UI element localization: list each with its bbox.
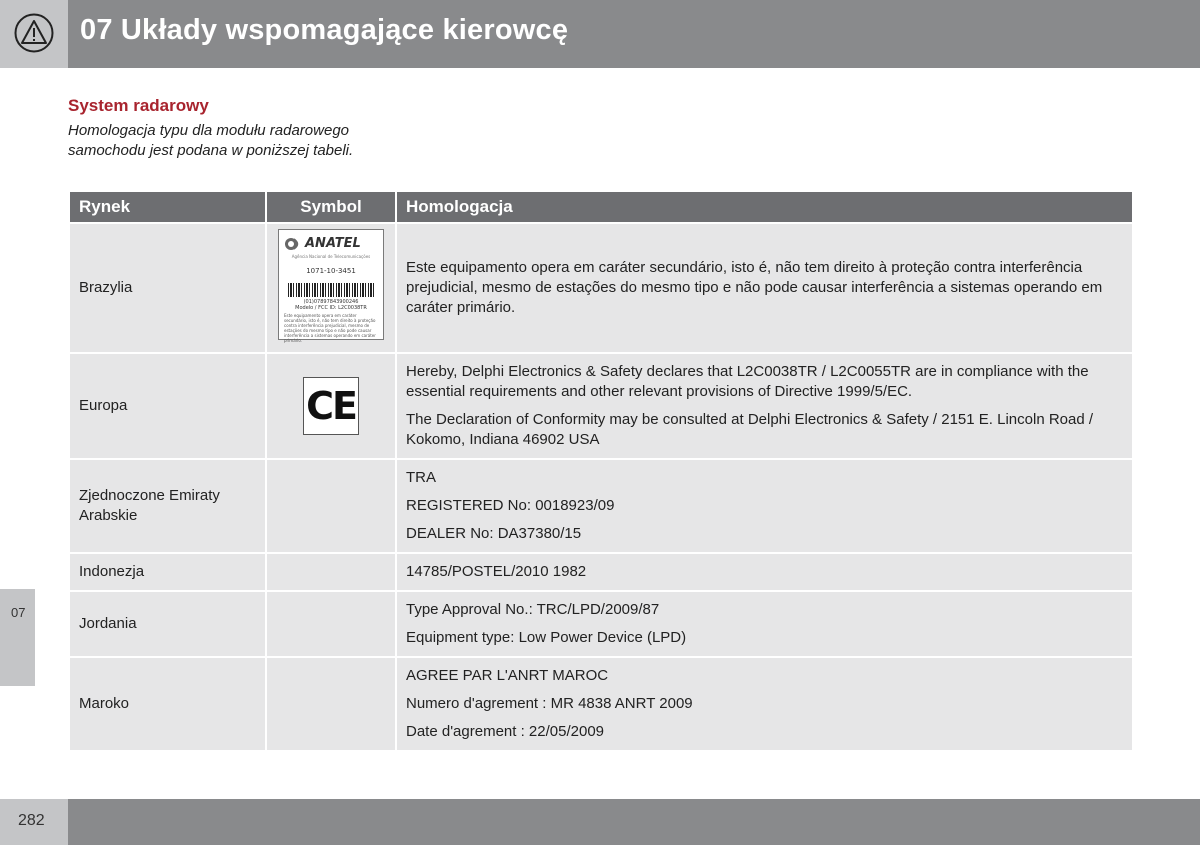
- column-header-symbol: Symbol: [266, 191, 396, 223]
- approval-cell: [396, 553, 1133, 591]
- approval-cell: [396, 223, 1133, 353]
- page-number: 282: [18, 812, 45, 829]
- approval-text: 14785/POSTEL/2010 1982: [406, 563, 587, 580]
- approval-text: Numero d'agrement : MR 4838 ANRT 2009: [406, 695, 693, 712]
- anatel-fine-print: Este equipamento opera em caráter secundário, isto é, não tem direito à proteção contra interferência prejudicial, mesmo de estações do mesmo tipo e não pode causar interferência a sistemas operando em caráter primário.: [284, 312, 376, 343]
- approval-text: TRA: [406, 469, 436, 486]
- anatel-model: Modelo / FCC ID: L2C0038TR: [295, 304, 367, 311]
- anatel-code: 1071-10-3451: [306, 266, 356, 275]
- anatel-label-image: [278, 229, 384, 343]
- table-row: [69, 553, 1133, 591]
- approval-cell: [396, 353, 1133, 459]
- approval-cell: [396, 657, 1133, 751]
- approval-text: Este equipamento opera em caráter secundário, isto é, não tem direito à proteção contra interferência prejudicial, mesmo de estações do mesmo tipo e não pode causar interferência a sistemas operando em caráter primário.: [406, 259, 1103, 316]
- ce-mark-icon: CE: [303, 377, 359, 435]
- column-header-approval: Homologacja: [396, 191, 1133, 223]
- anatel-logo-icon: [284, 237, 302, 251]
- market-cell: Zjednoczone Emiraty Arabskie: [69, 459, 266, 553]
- approval-text: Equipment type: Low Power Device (LPD): [406, 629, 687, 646]
- market-cell: Brazylia: [69, 223, 266, 353]
- table-header-row: [69, 191, 1133, 223]
- anatel-agency: Agência Nacional de Telecomunicações: [291, 253, 371, 259]
- approval-text: REGISTERED No: 0018923/09: [406, 497, 615, 514]
- table-row: [69, 223, 1133, 353]
- market-cell: Europa: [69, 353, 266, 459]
- table-row: [69, 459, 1133, 553]
- market-cell: Jordania: [69, 591, 266, 657]
- homologation-table: [68, 190, 1134, 752]
- approval-text: Hereby, Delphi Electronics & Safety declares that L2C0038TR / L2C0055TR are in compliance with the essential requirements and other relevant provisions of Directive 1999/5/EC.: [406, 363, 1089, 400]
- symbol-cell: [266, 657, 396, 751]
- approval-text: The Declaration of Conformity may be consulted at Delphi Electronics & Safety / 2151 E. Lincoln Road / Kokomo, Indiana 46902 USA: [406, 411, 1094, 448]
- chapter-side-tab-label: 07: [11, 605, 26, 620]
- footer-bar: [68, 799, 1200, 845]
- symbol-cell: [266, 353, 396, 459]
- approval-text: DEALER No: DA37380/15: [406, 525, 582, 542]
- section-title: System radarowy: [68, 96, 209, 115]
- barcode-icon: [288, 283, 374, 297]
- symbol-cell: [266, 223, 396, 353]
- market-cell: Maroko: [69, 657, 266, 751]
- anatel-logo-text: ANATEL: [305, 235, 361, 251]
- approval-text: Date d'agrement : 22/05/2009: [406, 723, 605, 740]
- symbol-cell: [266, 553, 396, 591]
- warning-triangle-icon: [14, 13, 54, 53]
- market-cell: Indonezja: [69, 553, 266, 591]
- section-intro: Homologacja typu dla modułu radarowego samochodu jest podana w poniższej tabeli.: [68, 122, 354, 159]
- approval-cell: [396, 459, 1133, 553]
- table-row: [69, 353, 1133, 459]
- anatel-barcode-number: (01)07897843900246: [303, 298, 359, 305]
- approval-cell: [396, 591, 1133, 657]
- chapter-side-tab: [0, 589, 35, 686]
- table-row: [69, 657, 1133, 751]
- approval-text: AGREE PAR L'ANRT MAROC: [406, 667, 609, 684]
- symbol-cell: [266, 459, 396, 553]
- approval-text: Type Approval No.: TRC/LPD/2009/87: [406, 601, 660, 618]
- table-row: [69, 591, 1133, 657]
- symbol-cell: [266, 591, 396, 657]
- column-header-market: Rynek: [69, 191, 266, 223]
- chapter-title: 07 Układy wspomagające kierowcę: [80, 14, 569, 46]
